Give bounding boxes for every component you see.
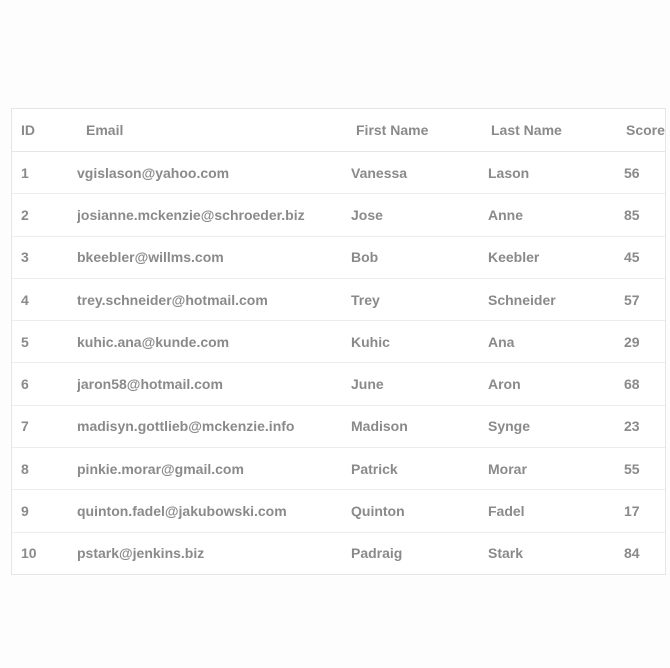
column-header-last-name[interactable]: Last Name	[488, 109, 624, 152]
column-header-first-name[interactable]: First Name	[351, 109, 488, 152]
table-row[interactable]	[12, 194, 665, 236]
cell-score: 17	[624, 490, 665, 532]
cell-id: 9	[12, 490, 77, 532]
table-row[interactable]	[12, 321, 665, 363]
cell-id: 1	[12, 152, 77, 194]
cell-last-name: Morar	[488, 448, 624, 490]
cell-score: 56	[624, 152, 665, 194]
cell-score: 23	[624, 405, 665, 447]
cell-last-name: Schneider	[488, 278, 624, 320]
cell-id: 6	[12, 363, 77, 405]
cell-last-name: Keebler	[488, 236, 624, 278]
column-header-id[interactable]: ID	[12, 109, 77, 152]
column-header-email[interactable]: Email	[77, 109, 351, 152]
table-body	[12, 152, 665, 574]
cell-score: 45	[624, 236, 665, 278]
cell-id: 8	[12, 448, 77, 490]
cell-first-name: Quinton	[351, 490, 488, 532]
cell-last-name: Ana	[488, 321, 624, 363]
cell-id: 5	[12, 321, 77, 363]
cell-first-name: Patrick	[351, 448, 488, 490]
cell-last-name: Aron	[488, 363, 624, 405]
table-row[interactable]	[12, 532, 665, 574]
cell-first-name: Kuhic	[351, 321, 488, 363]
users-table	[12, 109, 665, 574]
cell-last-name: Synge	[488, 405, 624, 447]
cell-score: 84	[624, 545, 640, 562]
cell-email: bkeebler@willms.com	[77, 236, 351, 278]
cell-first-name: Padraig	[351, 545, 403, 562]
cell-first-name: Bob	[351, 236, 488, 278]
table-row[interactable]	[12, 448, 665, 490]
cell-last-name: Stark	[488, 545, 524, 562]
table-row[interactable]	[12, 236, 665, 278]
cell-last-name: Anne	[488, 194, 624, 236]
cell-id: 3	[12, 236, 77, 278]
cell-last-name: Lason	[488, 152, 624, 194]
cell-first-name: Trey	[351, 278, 488, 320]
cell-score: 55	[624, 448, 665, 490]
cell-email: vgislason@yahoo.com	[77, 152, 351, 194]
cell-score: 85	[624, 194, 665, 236]
cell-score: 57	[624, 278, 665, 320]
cell-email: quinton.fadel@jakubowski.com	[77, 490, 351, 532]
table-row[interactable]	[12, 278, 665, 320]
header-row	[12, 109, 665, 152]
cell-email: josianne.mckenzie@schroeder.biz	[77, 194, 351, 236]
cell-id: 7	[12, 405, 77, 447]
cell-first-name: Jose	[351, 194, 488, 236]
cell-id: 4	[12, 278, 77, 320]
users-table-container	[11, 108, 666, 575]
cell-id: 10	[21, 545, 37, 562]
table-header	[12, 109, 665, 152]
column-header-score[interactable]: Score	[624, 109, 665, 152]
cell-first-name: June	[351, 363, 488, 405]
cell-email: pinkie.morar@gmail.com	[77, 448, 351, 490]
cell-email: madisyn.gottlieb@mckenzie.info	[77, 405, 351, 447]
cell-email: jaron58@hotmail.com	[77, 363, 351, 405]
table-row[interactable]	[12, 490, 665, 532]
cell-score: 68	[624, 363, 665, 405]
table-row[interactable]	[12, 363, 665, 405]
cell-first-name: Vanessa	[351, 152, 488, 194]
cell-email: pstark@jenkins.biz	[77, 545, 205, 562]
cell-email: kuhic.ana@kunde.com	[77, 321, 351, 363]
table-row[interactable]	[12, 405, 665, 447]
cell-email: trey.schneider@hotmail.com	[77, 278, 351, 320]
table-row[interactable]	[12, 152, 665, 194]
cell-id: 2	[12, 194, 77, 236]
cell-first-name: Madison	[351, 405, 488, 447]
cell-score: 29	[624, 321, 665, 363]
cell-last-name: Fadel	[488, 490, 624, 532]
